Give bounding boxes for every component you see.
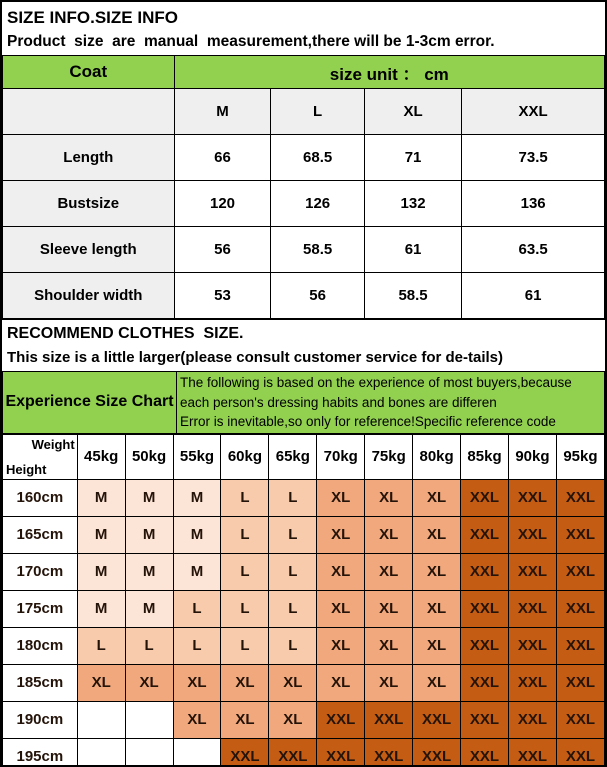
experience-text-line: each person's dressing habits and bones are differen bbox=[180, 394, 497, 410]
measure-value-cell: 53 bbox=[174, 273, 271, 319]
size-cell bbox=[125, 701, 173, 738]
size-cell: XL bbox=[317, 479, 365, 516]
measure-value-cell: 73.5 bbox=[462, 135, 605, 181]
size-cell: XL bbox=[365, 553, 413, 590]
size-column-header: L bbox=[271, 89, 364, 135]
height-row-label: 160cm bbox=[3, 479, 78, 516]
size-cell: L bbox=[269, 590, 317, 627]
table-row bbox=[3, 434, 605, 479]
empty-corner-cell bbox=[3, 89, 175, 135]
recommend-title: RECOMMEND CLOTHES SIZE. bbox=[7, 325, 244, 342]
size-cell: XXL bbox=[269, 738, 317, 767]
table-row bbox=[3, 516, 605, 553]
size-cell: L bbox=[221, 590, 269, 627]
size-cell: XL bbox=[365, 516, 413, 553]
size-cell: L bbox=[77, 627, 125, 664]
measure-value-cell: 63.5 bbox=[462, 227, 605, 273]
size-cell: XXL bbox=[317, 738, 365, 767]
measure-value-cell: 136 bbox=[462, 181, 605, 227]
measure-value-cell: 132 bbox=[364, 181, 462, 227]
size-cell: M bbox=[77, 479, 125, 516]
size-cell: XXL bbox=[461, 590, 509, 627]
measure-row-label: Sleeve length bbox=[3, 227, 175, 273]
size-cell: XXL bbox=[508, 590, 556, 627]
measure-row-label: Bustsize bbox=[3, 181, 175, 227]
size-cell: XXL bbox=[461, 553, 509, 590]
table-row bbox=[3, 56, 605, 89]
size-cell: M bbox=[173, 479, 221, 516]
size-cell: XL bbox=[317, 516, 365, 553]
table-row bbox=[3, 227, 605, 273]
size-cell: M bbox=[125, 590, 173, 627]
weight-column-header: 65kg bbox=[269, 434, 317, 479]
size-cell: XXL bbox=[508, 553, 556, 590]
recommend-note: This size is a little larger(please consult customer service for de-tails) bbox=[7, 349, 504, 366]
table-row bbox=[3, 553, 605, 590]
table-row bbox=[3, 590, 605, 627]
size-cell: L bbox=[173, 590, 221, 627]
weight-column-header: 60kg bbox=[221, 434, 269, 479]
size-cell: XL bbox=[221, 701, 269, 738]
matrix-corner bbox=[3, 434, 78, 479]
size-cell: M bbox=[77, 590, 125, 627]
measure-value-cell: 56 bbox=[271, 273, 364, 319]
height-row-label: 195cm bbox=[3, 738, 78, 767]
weight-column-header: 80kg bbox=[413, 434, 461, 479]
size-cell: M bbox=[125, 516, 173, 553]
weight-column-header: 75kg bbox=[365, 434, 413, 479]
size-cell: XXL bbox=[461, 664, 509, 701]
size-cell: XXL bbox=[461, 701, 509, 738]
size-cell: L bbox=[173, 627, 221, 664]
size-cell: L bbox=[221, 479, 269, 516]
coat-size-table bbox=[2, 55, 605, 319]
size-cell: XXL bbox=[413, 738, 461, 767]
size-cell: XL bbox=[413, 516, 461, 553]
size-cell: XXL bbox=[556, 738, 604, 767]
size-cell: XXL bbox=[556, 627, 604, 664]
size-cell: XL bbox=[173, 664, 221, 701]
size-cell: XL bbox=[413, 627, 461, 664]
size-cell: L bbox=[221, 516, 269, 553]
size-cell: XL bbox=[317, 627, 365, 664]
size-cell: XL bbox=[317, 553, 365, 590]
size-cell: M bbox=[77, 553, 125, 590]
size-cell: M bbox=[125, 479, 173, 516]
height-row-label: 170cm bbox=[3, 553, 78, 590]
size-cell: L bbox=[125, 627, 173, 664]
table-row bbox=[3, 701, 605, 738]
size-cell: L bbox=[269, 479, 317, 516]
size-cell: XXL bbox=[508, 664, 556, 701]
size-cell: M bbox=[173, 516, 221, 553]
size-cell: XL bbox=[77, 664, 125, 701]
size-cell bbox=[173, 738, 221, 767]
measure-value-cell: 126 bbox=[271, 181, 364, 227]
measure-value-cell: 120 bbox=[174, 181, 271, 227]
size-cell: XL bbox=[413, 590, 461, 627]
table-row bbox=[3, 181, 605, 227]
size-column-header: M bbox=[174, 89, 271, 135]
size-cell: XXL bbox=[508, 738, 556, 767]
weight-column-header: 45kg bbox=[77, 434, 125, 479]
height-row-label: 165cm bbox=[3, 516, 78, 553]
size-cell: XXL bbox=[365, 701, 413, 738]
experience-text-line: The following is based on the experience of most buyers,because bbox=[180, 375, 572, 390]
size-cell: XXL bbox=[461, 516, 509, 553]
size-cell: XXL bbox=[556, 590, 604, 627]
experience-text-line: Error is inevitable,so only for reference!Specific reference code bbox=[180, 414, 556, 430]
size-cell: XXL bbox=[365, 738, 413, 767]
size-cell: XXL bbox=[461, 627, 509, 664]
size-cell bbox=[125, 738, 173, 767]
table-row bbox=[3, 135, 605, 181]
weight-column-header: 70kg bbox=[317, 434, 365, 479]
measure-value-cell: 56 bbox=[174, 227, 271, 273]
measure-value-cell: 61 bbox=[364, 227, 462, 273]
size-cell: XXL bbox=[556, 516, 604, 553]
size-cell: XL bbox=[221, 664, 269, 701]
size-cell: XXL bbox=[317, 701, 365, 738]
size-cell: XL bbox=[365, 479, 413, 516]
table-row bbox=[3, 664, 605, 701]
table-row bbox=[3, 738, 605, 767]
table-row bbox=[3, 627, 605, 664]
size-cell: L bbox=[221, 553, 269, 590]
size-cell: M bbox=[77, 516, 125, 553]
page-title: SIZE INFO.SIZE INFO bbox=[7, 8, 178, 27]
table-row bbox=[3, 372, 605, 434]
size-cell: XXL bbox=[461, 738, 509, 767]
weight-column-header: 90kg bbox=[508, 434, 556, 479]
height-row-label: 190cm bbox=[3, 701, 78, 738]
size-cell: XXL bbox=[413, 701, 461, 738]
size-cell: XXL bbox=[556, 479, 604, 516]
experience-label: Experience Size Chart bbox=[3, 372, 177, 434]
size-column-header: XXL bbox=[462, 89, 605, 135]
size-matrix bbox=[2, 434, 605, 767]
height-row-label: 180cm bbox=[3, 627, 78, 664]
recommend-block bbox=[2, 319, 605, 371]
size-cell: XL bbox=[317, 664, 365, 701]
weight-column-header: 55kg bbox=[173, 434, 221, 479]
size-cell: XL bbox=[365, 627, 413, 664]
size-cell: L bbox=[269, 553, 317, 590]
measure-value-cell: 71 bbox=[364, 135, 462, 181]
size-cell: XXL bbox=[508, 516, 556, 553]
measure-row-label: Length bbox=[3, 135, 175, 181]
size-cell: XXL bbox=[556, 701, 604, 738]
experience-text bbox=[177, 372, 605, 434]
height-axis-label: Height bbox=[6, 461, 47, 477]
size-cell: M bbox=[125, 553, 173, 590]
measure-value-cell: 58.5 bbox=[364, 273, 462, 319]
measure-row-label: Shoulder width bbox=[3, 273, 175, 319]
size-cell: L bbox=[269, 516, 317, 553]
size-cell: XL bbox=[173, 701, 221, 738]
size-cell: XL bbox=[365, 590, 413, 627]
height-row-label: 185cm bbox=[3, 664, 78, 701]
size-cell: XXL bbox=[508, 479, 556, 516]
product-type-cell: Coat bbox=[3, 56, 175, 89]
size-cell: XXL bbox=[556, 553, 604, 590]
size-cell: XL bbox=[413, 479, 461, 516]
size-cell: M bbox=[173, 553, 221, 590]
size-cell: XXL bbox=[508, 701, 556, 738]
table-row bbox=[3, 273, 605, 319]
table-row bbox=[3, 479, 605, 516]
size-cell: L bbox=[269, 627, 317, 664]
size-cell: XXL bbox=[461, 479, 509, 516]
size-unit-cell: size unit ： cm bbox=[174, 56, 604, 89]
table-row bbox=[3, 89, 605, 135]
measure-value-cell: 66 bbox=[174, 135, 271, 181]
height-row-label: 175cm bbox=[3, 590, 78, 627]
size-cell: XXL bbox=[221, 738, 269, 767]
measure-value-cell: 58.5 bbox=[271, 227, 364, 273]
size-cell: L bbox=[221, 627, 269, 664]
size-cell: XXL bbox=[508, 627, 556, 664]
weight-column-header: 50kg bbox=[125, 434, 173, 479]
size-cell: XL bbox=[365, 664, 413, 701]
page-subtitle: Product size are manual measurement,there will be 1-3cm error. bbox=[7, 33, 495, 50]
weight-column-header: 95kg bbox=[556, 434, 604, 479]
measure-value-cell: 68.5 bbox=[271, 135, 364, 181]
size-cell: XL bbox=[269, 701, 317, 738]
size-cell: XL bbox=[413, 553, 461, 590]
size-cell bbox=[77, 738, 125, 767]
size-cell: XL bbox=[413, 664, 461, 701]
experience-strip bbox=[2, 371, 605, 434]
size-cell: XL bbox=[317, 590, 365, 627]
size-cell bbox=[77, 701, 125, 738]
size-cell: XXL bbox=[556, 664, 604, 701]
weight-axis-label: Weight bbox=[31, 436, 75, 452]
size-cell: XL bbox=[269, 664, 317, 701]
size-column-header: XL bbox=[364, 89, 462, 135]
weight-column-header: 85kg bbox=[461, 434, 509, 479]
header-block bbox=[2, 2, 605, 55]
size-cell: XL bbox=[125, 664, 173, 701]
measure-value-cell: 61 bbox=[462, 273, 605, 319]
